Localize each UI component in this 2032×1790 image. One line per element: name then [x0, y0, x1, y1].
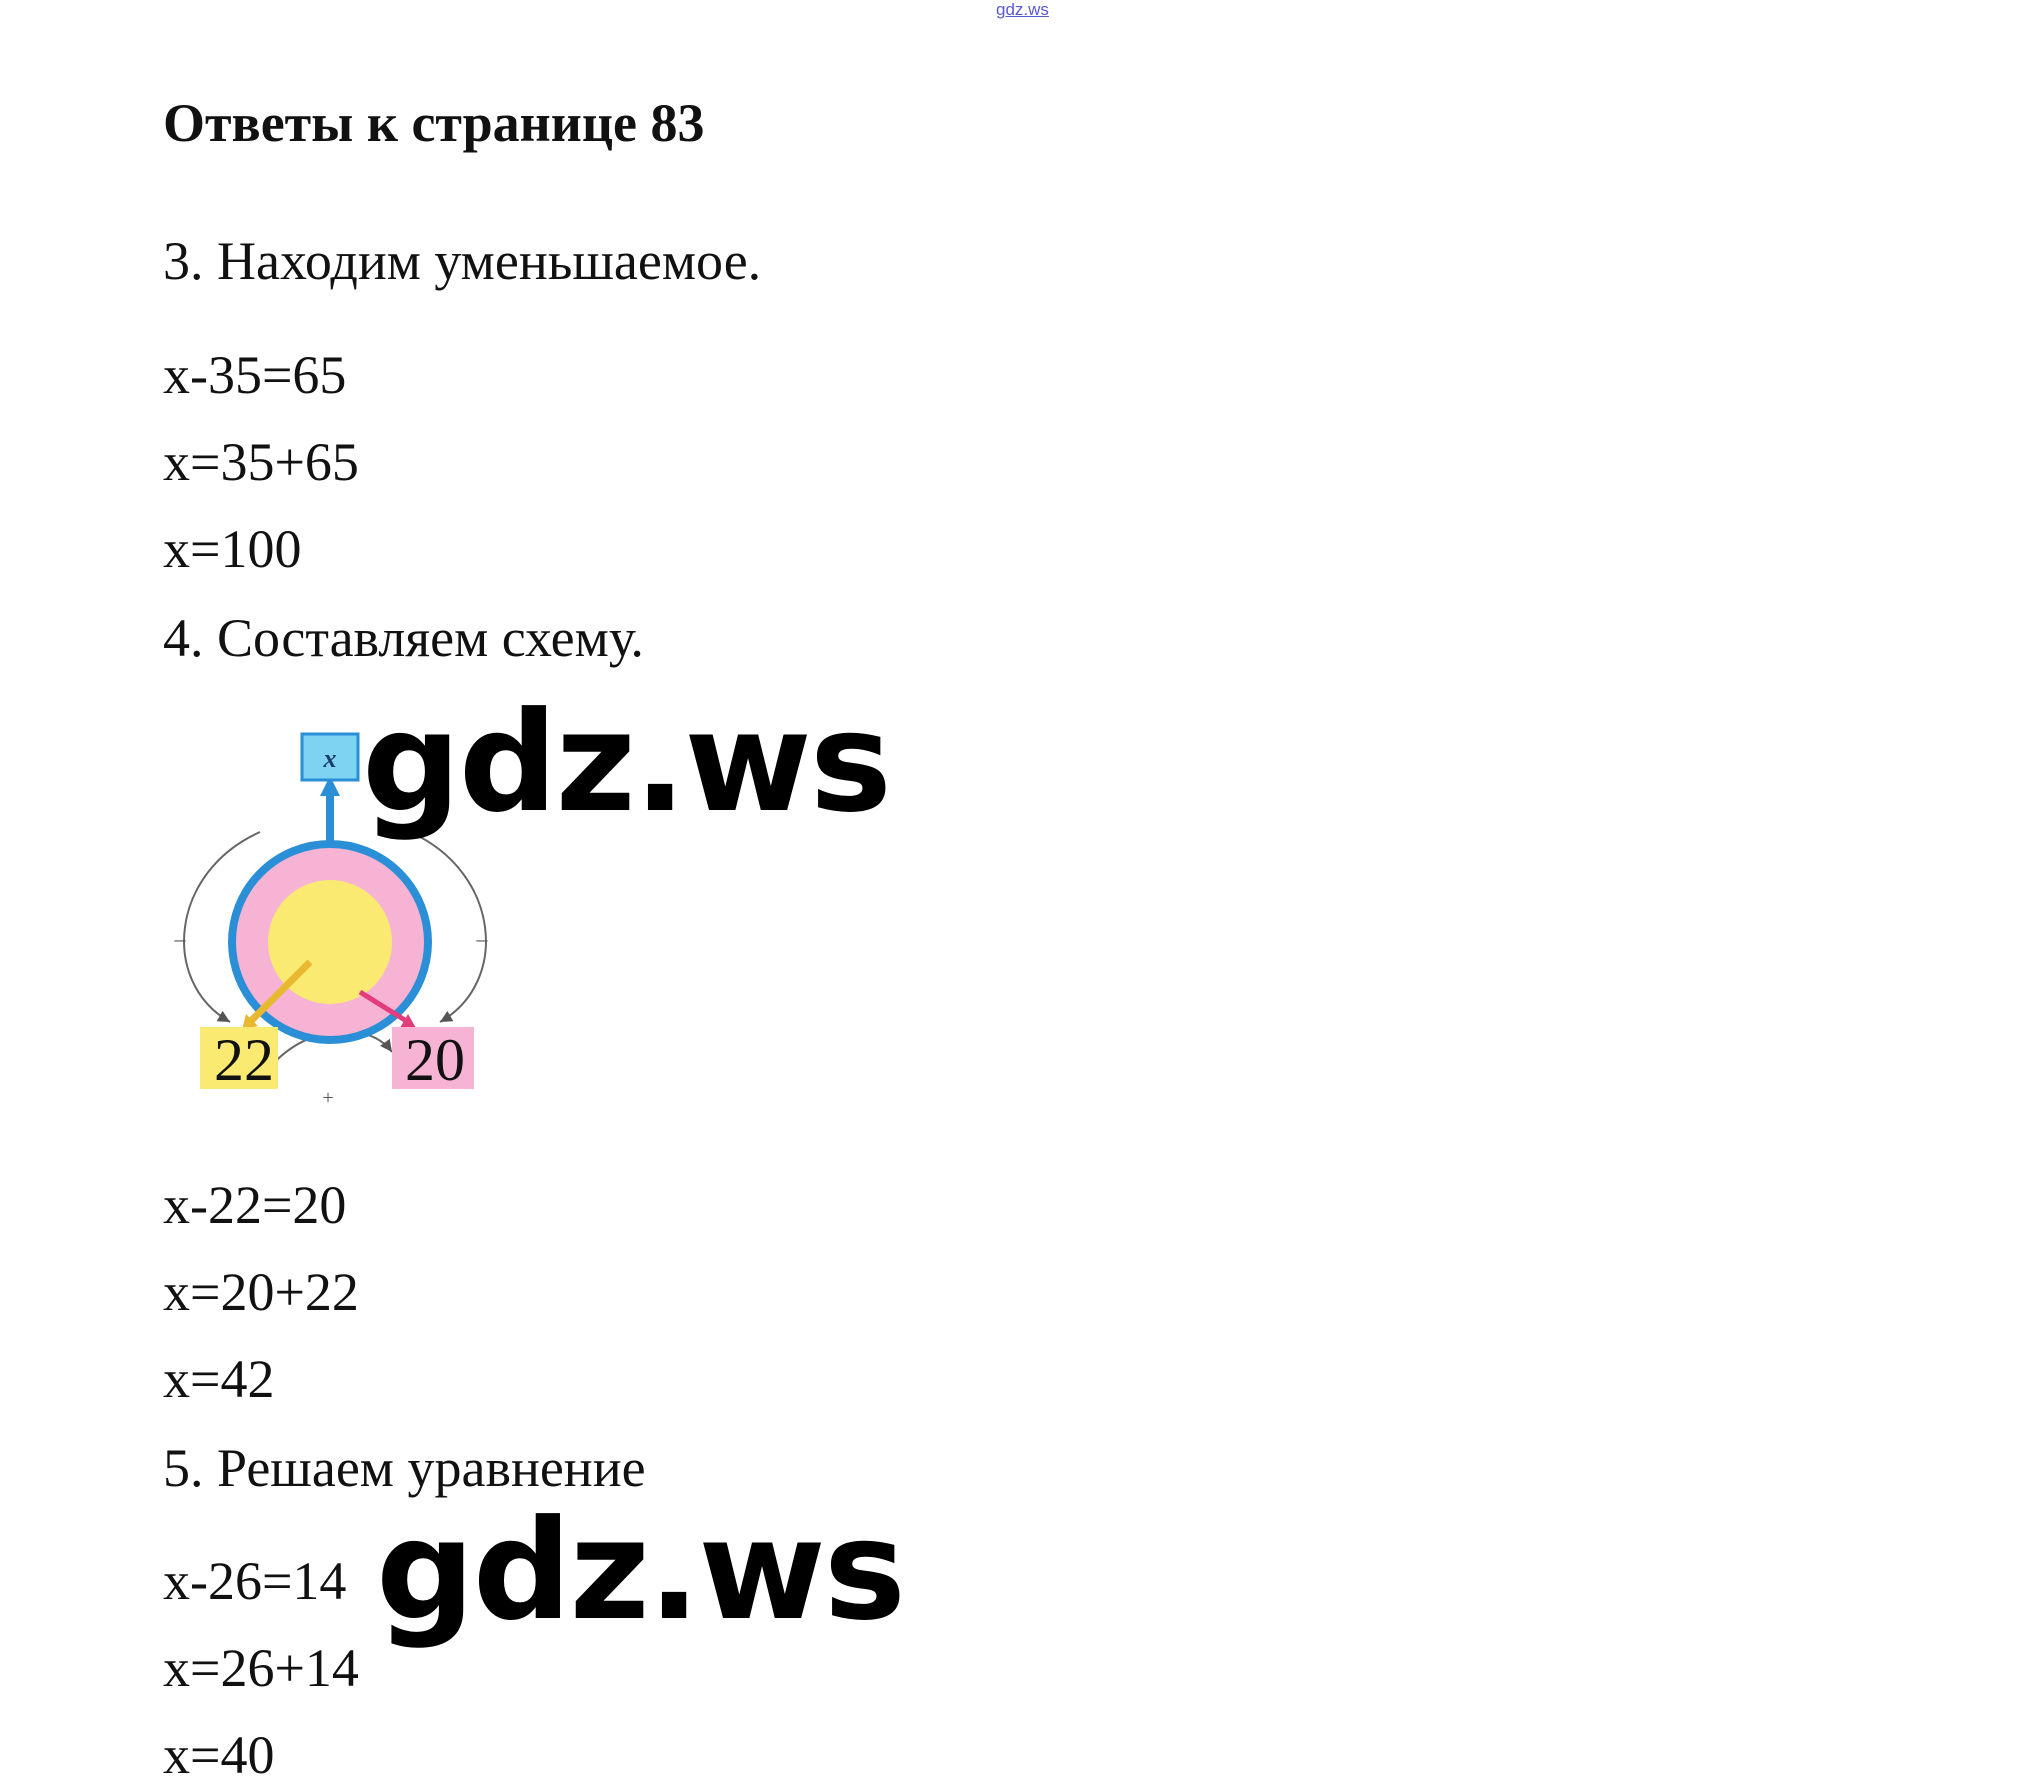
top-box-label: x: [323, 744, 337, 773]
task3-heading: 3. Находим уменьшаемое.: [163, 231, 762, 291]
task4-heading: 4. Составляем схему.: [163, 608, 644, 668]
task3-line-3: x=100: [163, 519, 302, 579]
watermark-1: gdz.ws: [362, 682, 890, 843]
right-minus-sign: –: [476, 926, 488, 951]
watermark-2: gdz.ws: [376, 1490, 904, 1651]
task3-line-2: x=35+65: [163, 432, 359, 492]
task5-heading: 5. Решаем уравнение: [163, 1438, 646, 1498]
task5-line-3: x=40: [163, 1725, 275, 1785]
task5-line-2: x=26+14: [163, 1638, 359, 1698]
left-box-label: 22: [214, 1027, 274, 1093]
header-link[interactable]: gdz.ws: [996, 0, 1049, 19]
page-title: Ответы к странице 83: [163, 93, 705, 153]
task4-line-3: x=42: [163, 1349, 275, 1409]
task5-line-1: x-26=14: [163, 1551, 347, 1611]
task4-line-1: x-22=20: [163, 1175, 347, 1235]
task4-line-2: x=20+22: [163, 1262, 359, 1322]
left-minus-sign: –: [174, 926, 186, 951]
task3-line-1: x-35=65: [163, 345, 347, 405]
right-box-label: 20: [405, 1027, 465, 1093]
bottom-plus-sign: +: [322, 1087, 334, 1109]
